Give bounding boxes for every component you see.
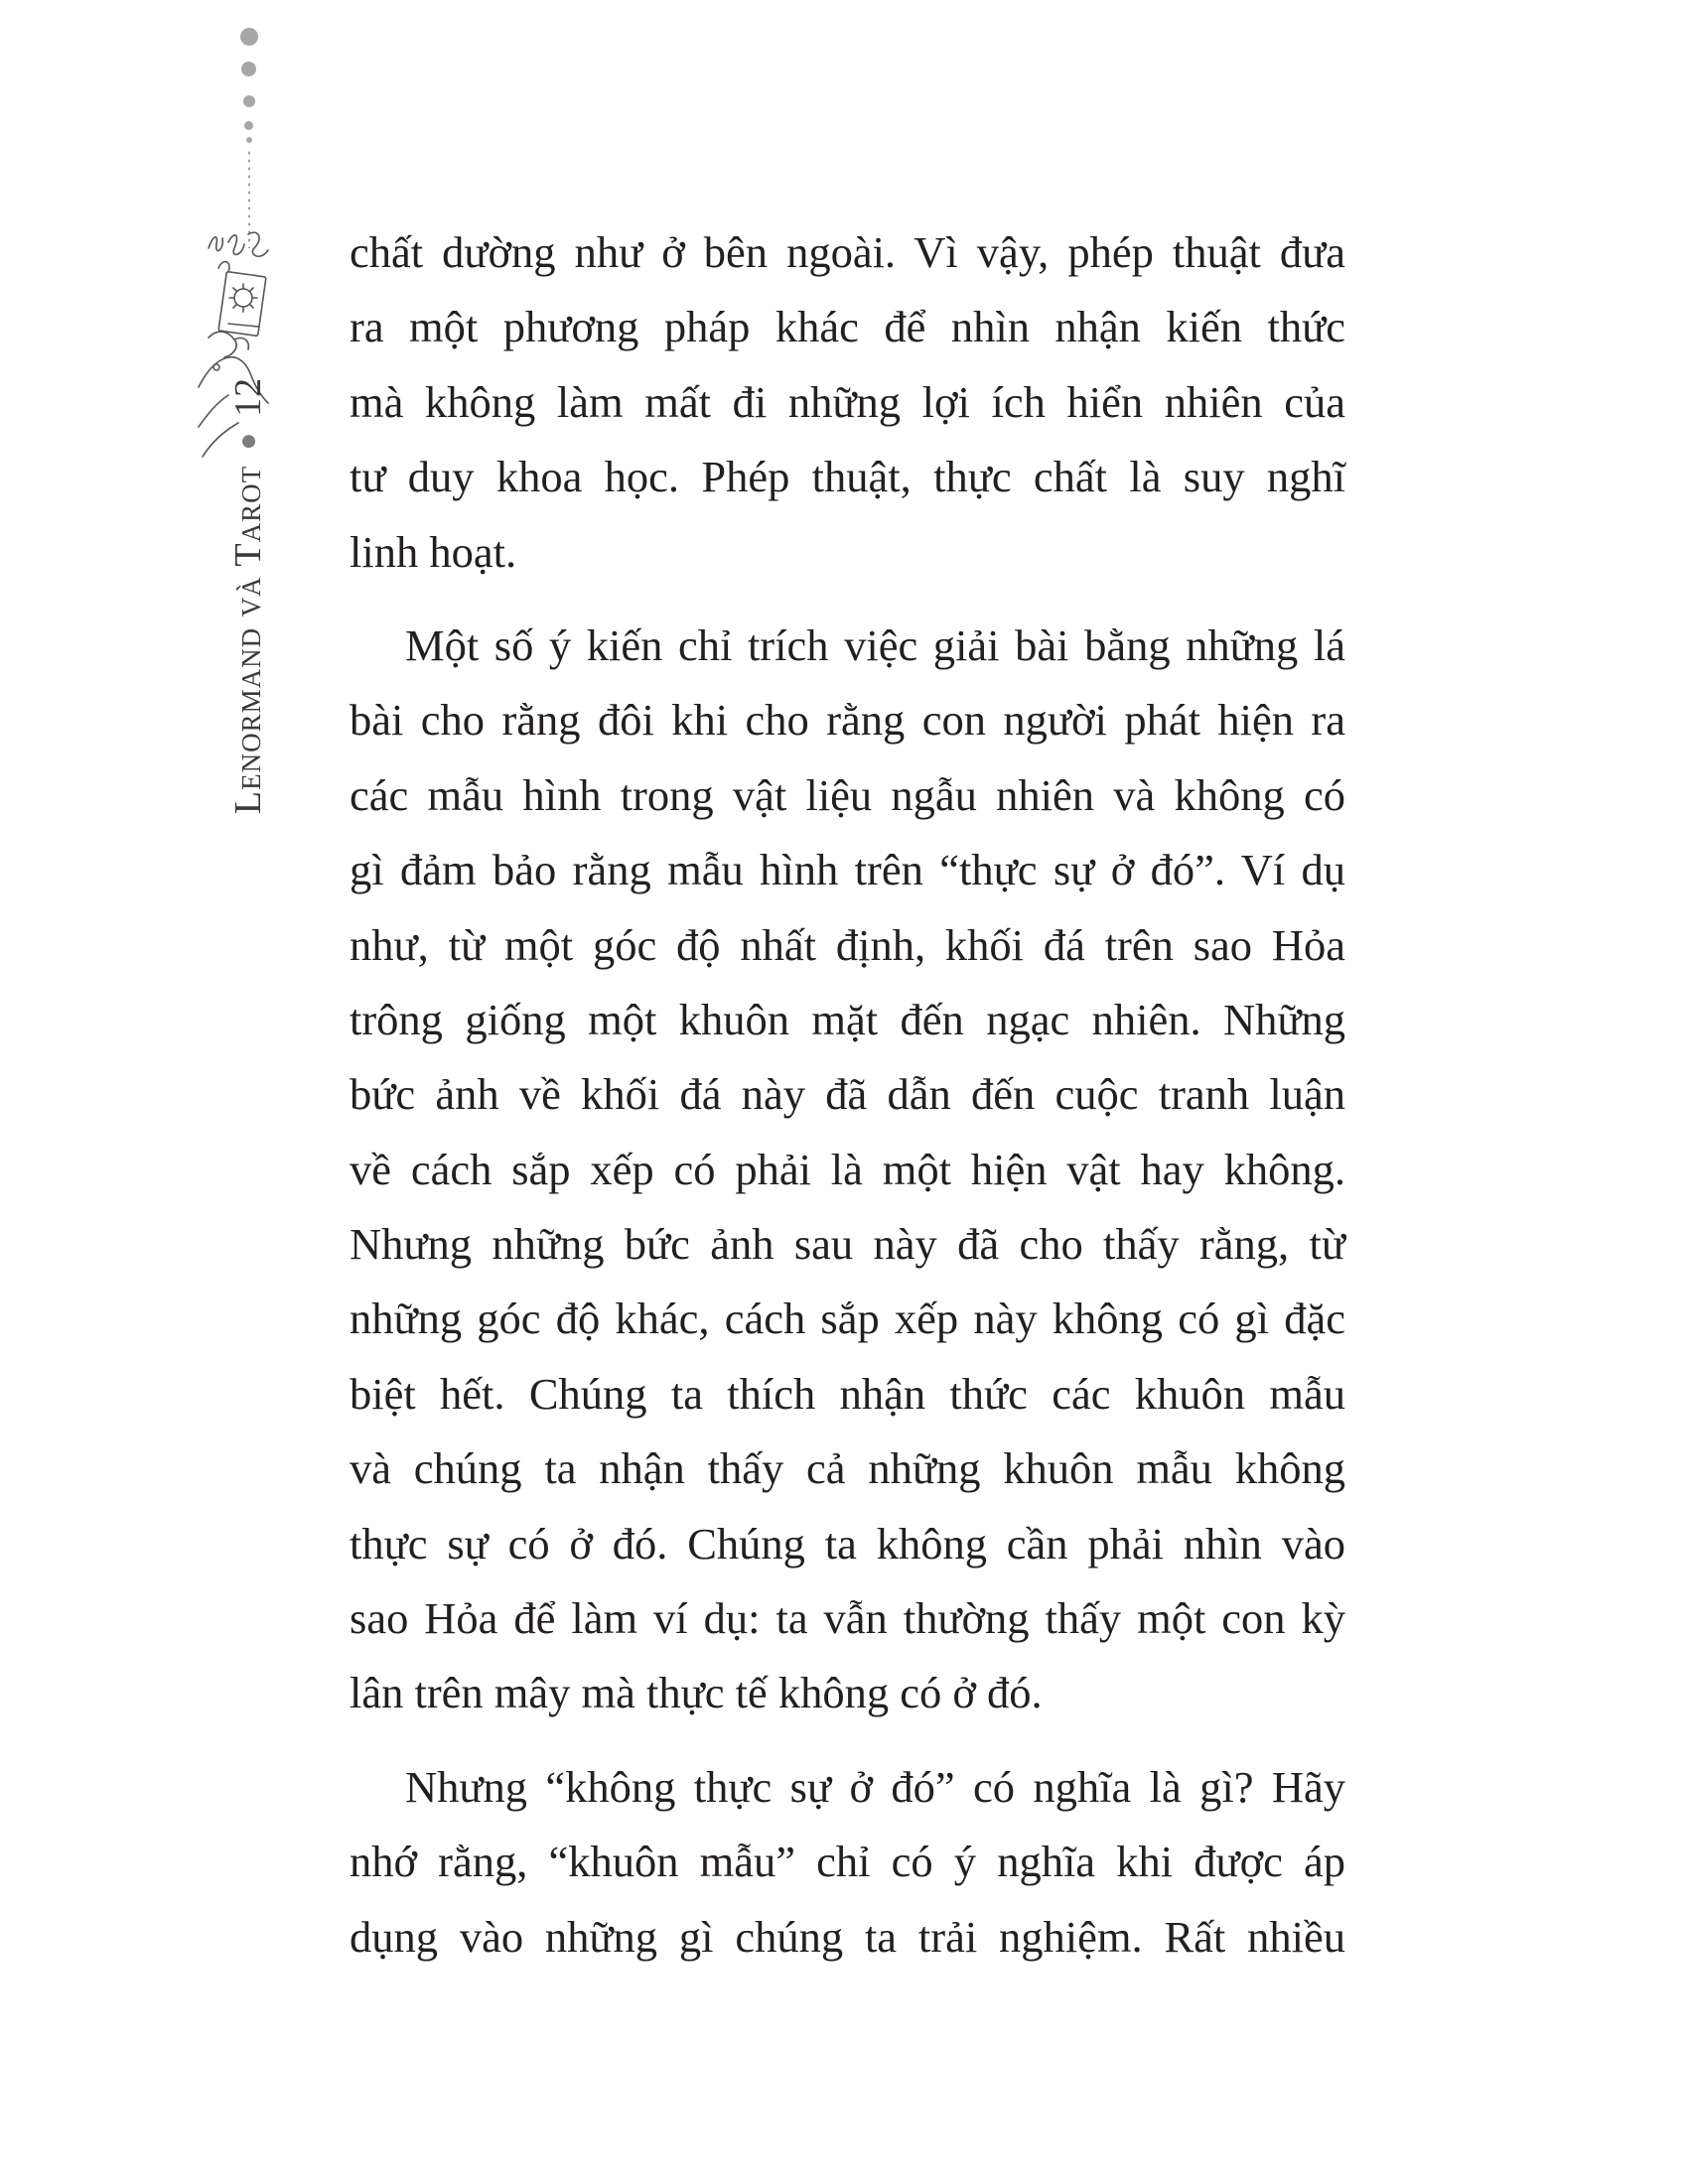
paragraph-3 [350,1750,1345,1975]
text-line: bức ảnh về khối đá này đã dẫn đến cuộc tranh luận [350,1069,1345,1120]
text-line: linh hoạt. [350,526,517,577]
page-number: 12 [227,376,269,417]
text-line: lân trên mây mà thực tế không có ở đó. [350,1668,1043,1718]
text-line: chất dường như ở bên ngoài. Vì vậy, phép thuật đưa [350,227,1345,277]
text-line: gì đảm bảo rằng mẫu hình trên “thực sự ở đó”. Ví dụ [350,845,1345,895]
text-line: Nhưng “không thực sự ở đó” có nghĩa là gì? Hãy [405,1761,1345,1812]
text-line: Một số ý kiến chỉ trích việc giải bài bằng những lá [405,619,1345,670]
paragraph-2 [350,609,1345,1731]
ornament-dot-4 [244,121,253,130]
text-line: mà không làm mất đi những lợi ích hiển nhiên của [350,376,1345,427]
text-line: bài cho rằng đôi khi cho rằng con người phát hiện ra [350,695,1345,746]
running-head-title: Lenormand và Tarot [227,465,269,815]
text-line: ra một phương pháp khác để nhìn nhận kiến thức [350,302,1345,352]
body-text [350,215,1345,1975]
ornament-dot-1 [240,28,258,46]
text-line: dụng vào những gì chúng ta trải nghiệm. Rất nhiều [350,1911,1345,1962]
ornament-dot-2 [241,62,256,76]
text-line: những góc độ khác, cách sắp xếp này không có gì đặc [350,1294,1345,1344]
text-line: biệt hết. Chúng ta thích nhận thức các khuôn mẫu [350,1368,1345,1419]
text-line: về cách sắp xếp có phải là một hiện vật hay không. [350,1144,1345,1194]
text-line: như, từ một góc độ nhất định, khối đá trên sao Hỏa [350,919,1345,970]
text-line: nhớ rằng, “khuôn mẫu” chỉ có ý nghĩa khi được áp [350,1837,1345,1887]
text-line: sao Hỏa để làm ví dụ: ta vẫn thường thấy một con kỳ [350,1593,1345,1644]
ornament-dot-5 [246,137,252,143]
text-line: Nhưng những bức ảnh sau này đã cho thấy rằng, từ [350,1219,1345,1270]
paragraph-1 [350,215,1345,590]
ornament-dot-3 [243,95,255,107]
text-line: tư duy khoa học. Phép thuật, thực chất là suy nghĩ [350,452,1345,502]
text-line: trông giống một khuôn mặt đến ngạc nhiên. Những [350,994,1345,1044]
text-line: các mẫu hình trong vật liệu ngẫu nhiên và không có [350,769,1345,820]
running-head-bullet [242,435,255,448]
text-line: thực sự có ở đó. Chúng ta không cần phải nhìn vào [350,1518,1345,1569]
text-line: và chúng ta nhận thấy cả những khuôn mẫu không [350,1443,1345,1494]
